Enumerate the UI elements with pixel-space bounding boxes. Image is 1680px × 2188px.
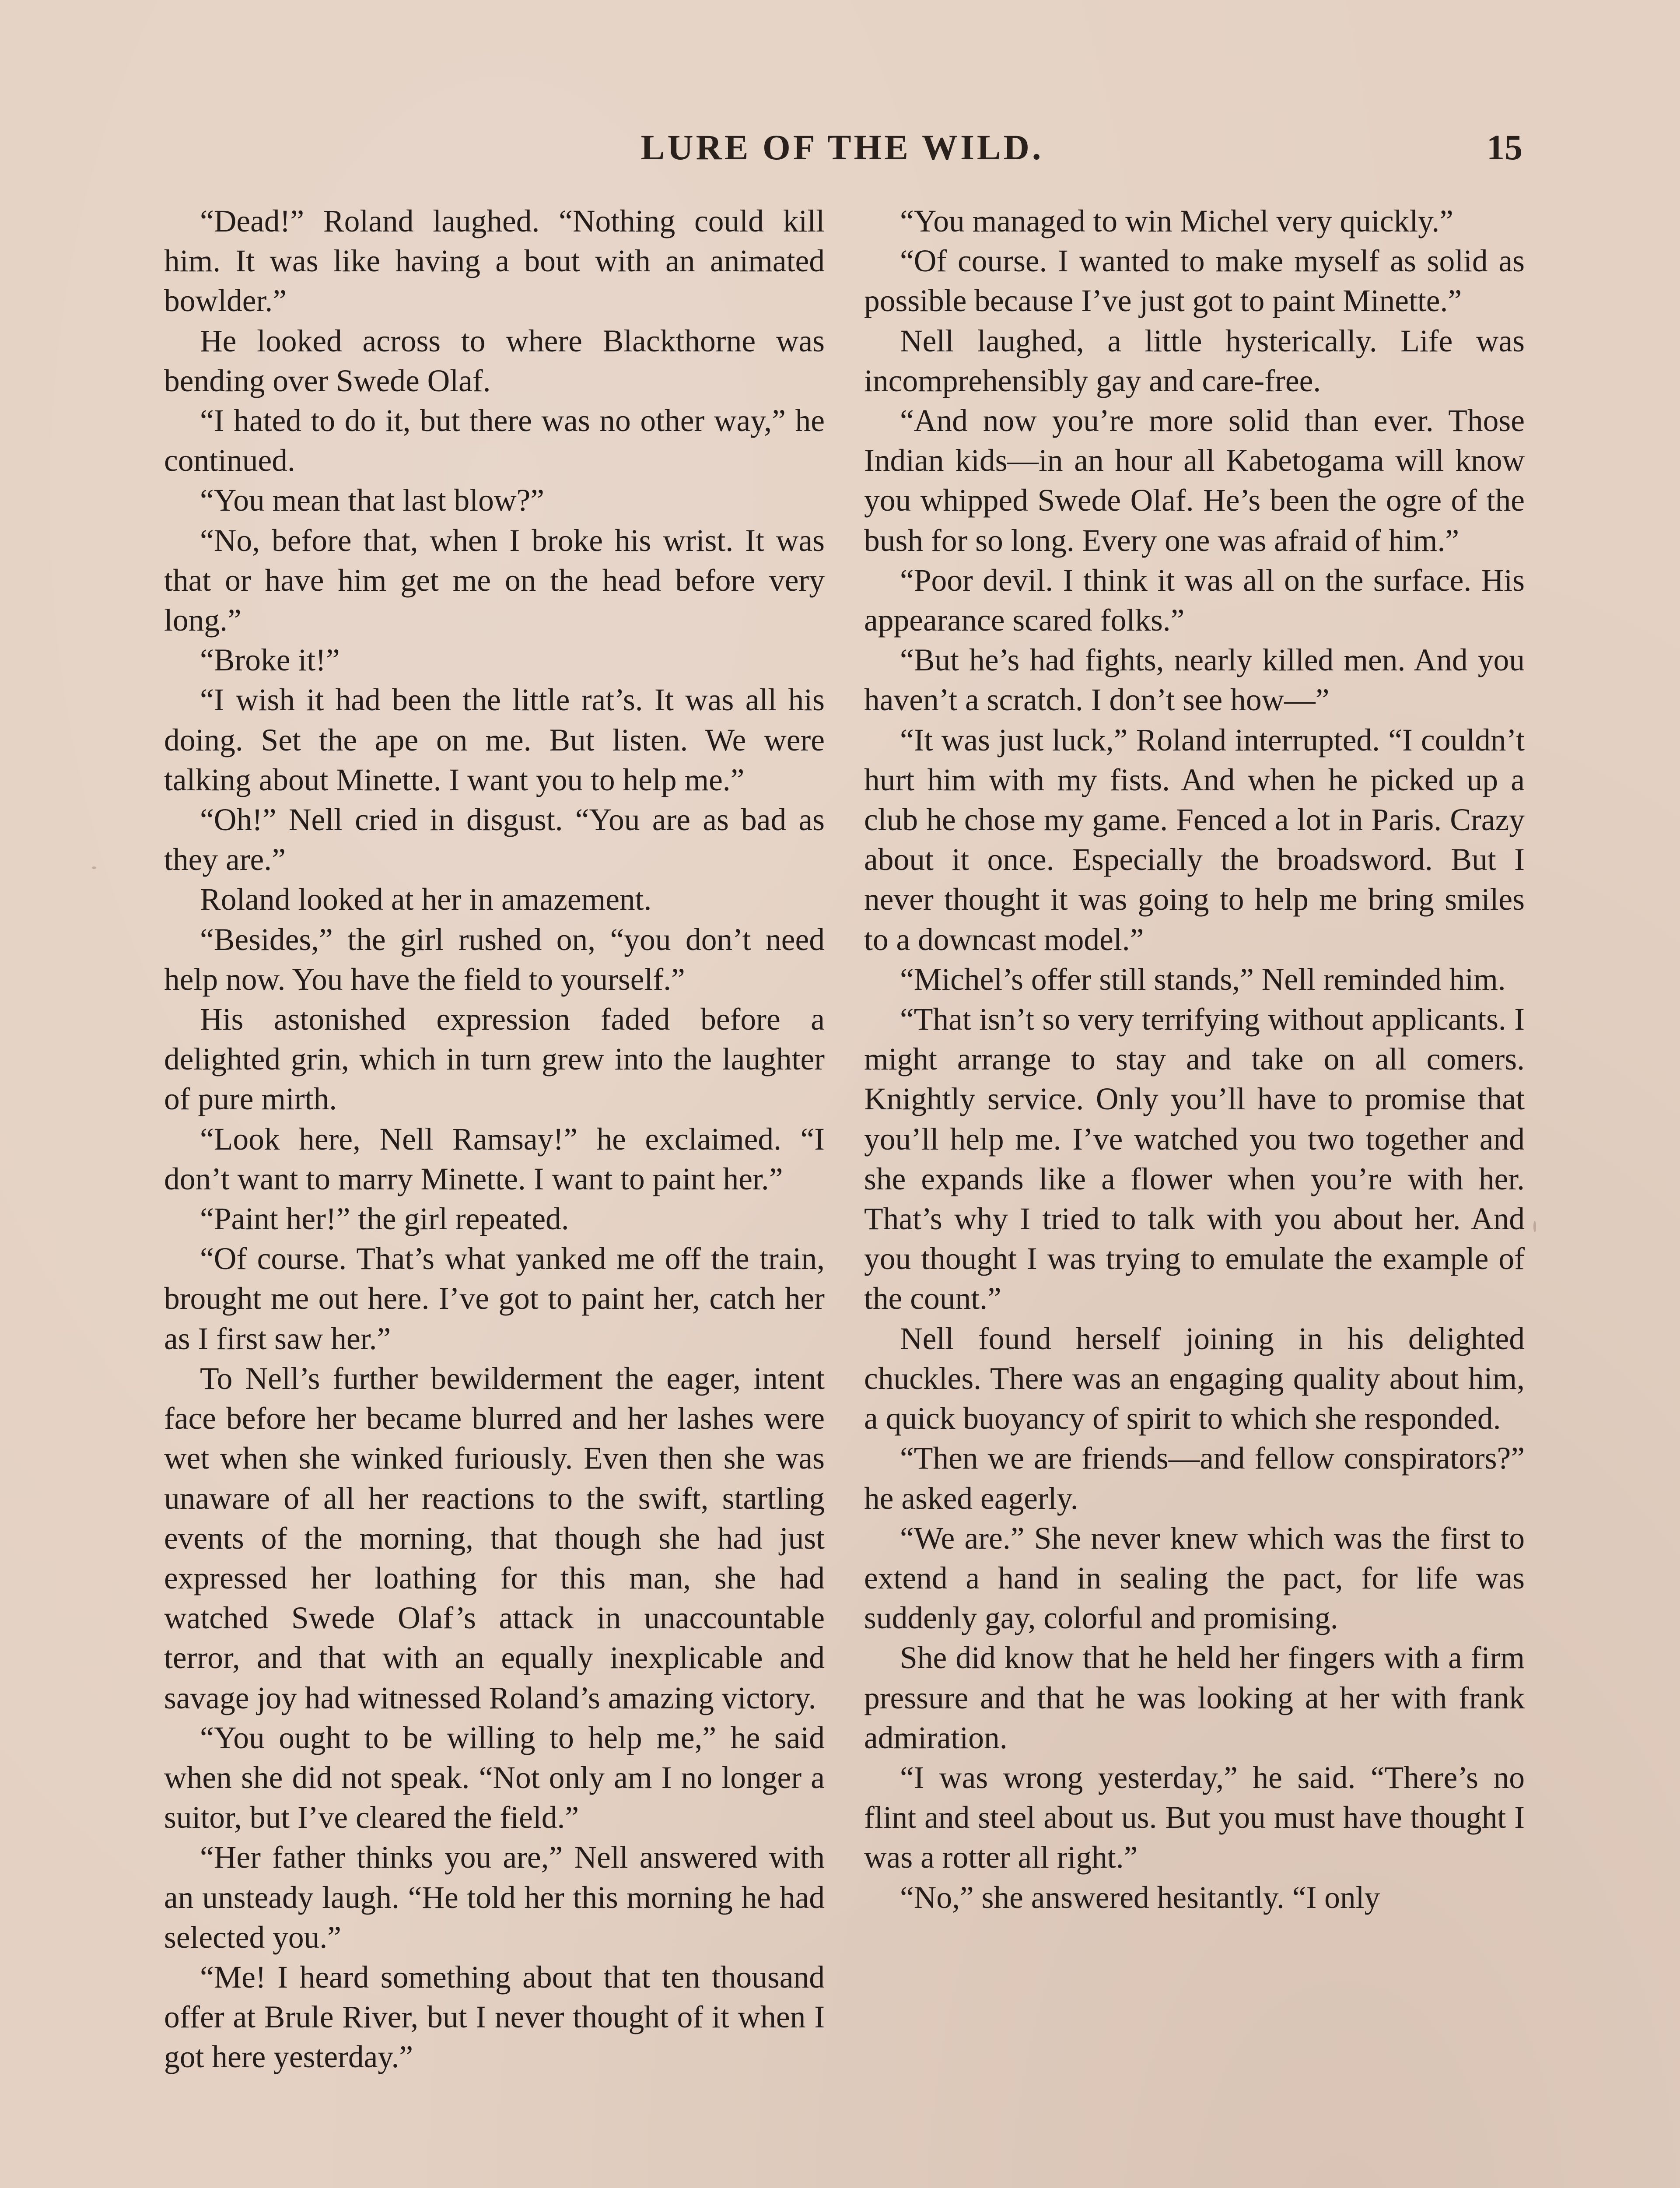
paper-speck bbox=[92, 866, 96, 869]
running-title: LURE OF THE WILD. bbox=[640, 127, 1044, 167]
paragraph: “I was wrong yesterday,” he said. “There’s no flint and steel about us. But you must have thought I was a rotter all right.” bbox=[864, 1760, 1525, 1875]
paragraph: “No, before that, when I broke his wrist. It was that or have him get me on the head before very long.” bbox=[164, 523, 825, 638]
paragraph: “Broke it!” bbox=[200, 643, 340, 678]
paragraph: “I hated to do it, but there was no other way,” he continued. bbox=[164, 403, 825, 478]
paragraph: “We are.” She never knew which was the first to extend a hand in sealing the pact, for life was suddenly gay, colorful and promising. bbox=[864, 1521, 1525, 1636]
paragraph: “You managed to win Michel very quickly.” bbox=[900, 204, 1453, 238]
paragraph: He looked across to where Blackthorne was bending over Swede Olaf. bbox=[164, 323, 825, 398]
text-columns bbox=[164, 201, 1525, 2077]
paragraph: To Nell’s further bewilderment the eager, intent face before her became blurred and her lashes were wet when she winked furiously. Even then she was unaware of all her reactions to the swift, startling events of the morning, that though she had just expressed her loathing for this man, she had watched Swede Olaf’s attack in unaccountable terror, and that with an equally inexplicable and savage joy had witnessed Roland’s amazing victory. bbox=[164, 1361, 825, 1715]
paragraph: “Me! I heard something about that ten thousand offer at Brule River, but I never thought of it when I got here yesterday.” bbox=[164, 1960, 825, 2075]
paragraph: “Her father thinks you are,” Nell answered with an unsteady laugh. “He told her this morning he had selected you.” bbox=[164, 1840, 825, 1955]
paragraph: “And now you’re more solid than ever. Those Indian kids—in an hour all Kabetogama will know you whipped Swede Olaf. He’s been the ogre of the bush for so long. Every one was afraid of him.” bbox=[864, 403, 1525, 558]
paragraph: She did know that he held her fingers with a firm pressure and that he was looking at her with frank admiration. bbox=[864, 1641, 1525, 1755]
paragraph: Nell found herself joining in his delighted chuckles. There was an engaging quality about him, a quick buoyancy of spirit to which she responded. bbox=[864, 1321, 1525, 1436]
paragraph: “But he’s had fights, nearly killed men. And you haven’t a scratch. I don’t see how—” bbox=[864, 643, 1525, 718]
paragraph: “Oh!” Nell cried in disgust. “You are as bad as they are.” bbox=[164, 803, 825, 877]
paragraph: “Look here, Nell Ramsay!” he exclaimed. “I don’t want to marry Minette. I want to paint her.” bbox=[164, 1122, 825, 1196]
left-column bbox=[164, 201, 825, 2077]
page-number: 15 bbox=[1487, 127, 1522, 167]
paragraph: “I wish it had been the little rat’s. It was all his doing. Set the ape on me. But listen. We were talking about Minette. I want you to help me.” bbox=[164, 683, 825, 797]
paragraph: “Paint her!” the girl repeated. bbox=[200, 1202, 569, 1237]
paragraph: “You ought to be willing to help me,” he said when she did not speak. “Not only am I no longer a suitor, but I’ve cleared the field.” bbox=[164, 1720, 825, 1835]
paragraph: “Of course. That’s what yanked me off the train, brought me out here. I’ve got to paint her, catch her as I first saw her.” bbox=[164, 1241, 825, 1356]
paragraph: “Of course. I wanted to make myself as solid as possible because I’ve just got to paint Minette.” bbox=[864, 244, 1525, 319]
paragraph: “Poor devil. I think it was all on the surface. His appearance scared folks.” bbox=[864, 563, 1525, 638]
paragraph: “Dead!” Roland laughed. “Nothing could kill him. It was like having a bout with an animated bowlder.” bbox=[164, 204, 825, 319]
paragraph: “You mean that last blow?” bbox=[200, 483, 545, 518]
right-column bbox=[864, 201, 1525, 2077]
paragraph: Roland looked at her in amazement. bbox=[200, 882, 652, 917]
paragraph: “That isn’t so very terrifying without applicants. I might arrange to stay and take on all comers. Knightly service. Only you’ll have to promise that you’ll help me. I’ve watched you two together and she expands like a flower when you’re with her. That’s why I tried to talk with you about her. And you thought I was trying to emulate the example of the count.” bbox=[864, 1002, 1525, 1316]
paragraph: “It was just luck,” Roland interrupted. “I couldn’t hurt him with my fists. And when he picked up a club he chose my game. Fenced a lot in Paris. Crazy about it once. Especially the broadsword. But I never thought it was going to help me bring smiles to a downcast model.” bbox=[864, 722, 1525, 957]
paragraph: Nell laughed, a little hysterically. Life was incomprehensibly gay and care-free. bbox=[864, 323, 1525, 398]
paragraph: “Besides,” the girl rushed on, “you don’t need help now. You have the field to yourself.” bbox=[164, 922, 825, 997]
paragraph: “Michel’s offer still stands,” Nell reminded him. bbox=[900, 962, 1506, 997]
paper-speck bbox=[1533, 1221, 1536, 1232]
paragraph: “No,” she answered hesitantly. “I only bbox=[900, 1880, 1380, 1915]
paragraph: “Then we are friends—and fellow conspirators?” he asked eagerly. bbox=[864, 1441, 1525, 1516]
paragraph: His astonished expression faded before a delighted grin, which in turn grew into the laughter of pure mirth. bbox=[164, 1002, 825, 1117]
page-header bbox=[162, 127, 1522, 179]
